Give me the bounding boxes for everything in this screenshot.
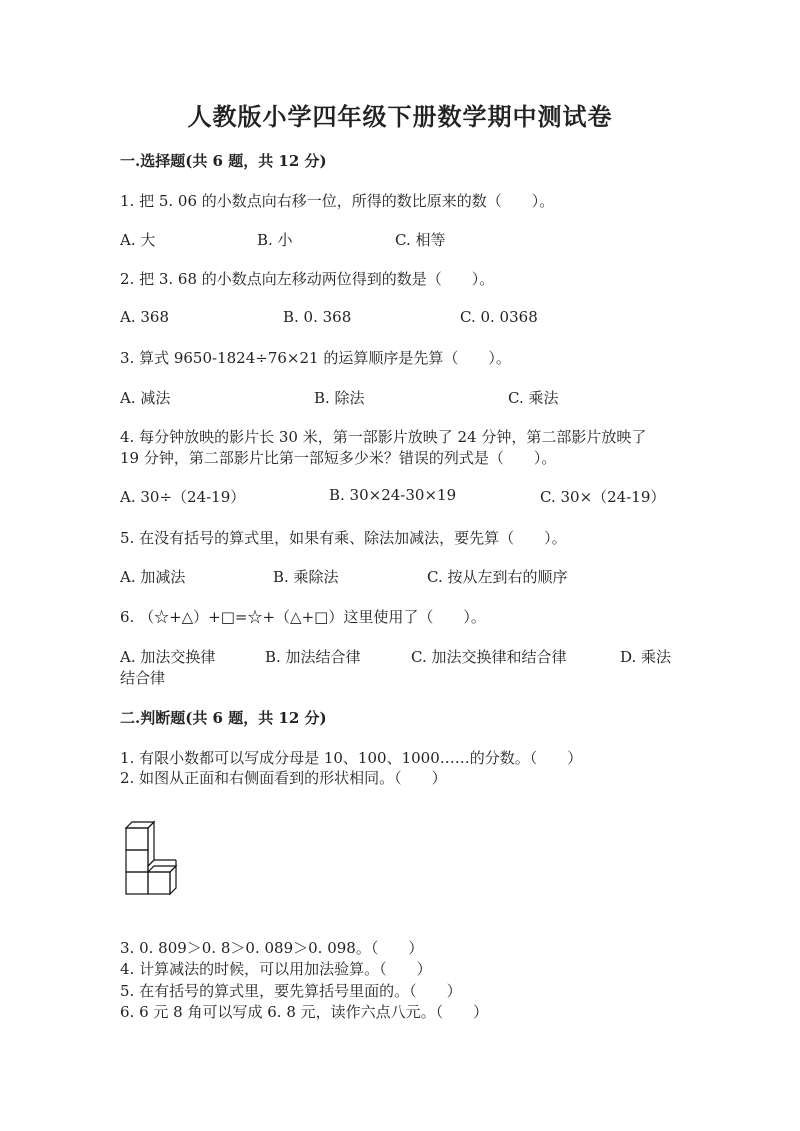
q6-option-d: D. 乘法 xyxy=(620,648,672,666)
page-title: 人教版小学四年级下册数学期中测试卷 xyxy=(187,102,613,131)
judgement-item-1: 1. 有限小数都可以写成分母是 10、100、1000……的分数。（ ） xyxy=(120,749,583,767)
judgement-item-3: 3. 0. 809＞0. 8＞0. 089＞0. 098。（ ） xyxy=(120,939,424,957)
q5-option-c: C. 按从左到右的顺序 xyxy=(427,568,568,586)
q2-option-b: B. 0. 368 xyxy=(283,308,352,326)
section-heading-choice: 一.选择题(共 6 题，共 12 分) xyxy=(120,152,327,170)
q1-option-b: B. 小 xyxy=(257,231,293,249)
q6-option-d-wrap: 结合律 xyxy=(120,669,166,687)
q2-option-a: A. 368 xyxy=(120,308,169,326)
question-4-line-1: 4. 每分钟放映的影片长 30 米，第一部影片放映了 24 分钟，第二部影片放映了 xyxy=(120,428,647,446)
judgement-item-2: 2. 如图从正面和右侧面看到的形状相同。（ ） xyxy=(120,769,447,787)
q4-option-c: C. 30×（24-19） xyxy=(540,488,666,506)
cube-stack-figure xyxy=(120,818,190,902)
q5-option-b: B. 乘除法 xyxy=(273,568,339,586)
q4-option-b: B. 30×24-30×19 xyxy=(329,486,457,504)
q1-option-a: A. 大 xyxy=(120,231,156,249)
question-4-line-2: 19 分钟，第二部影片比第一部短多少米？错误的列式是（ ）。 xyxy=(120,449,557,467)
cube-stack-drawing xyxy=(120,818,190,898)
q6-option-b: B. 加法结合律 xyxy=(265,648,361,666)
q5-option-a: A. 加减法 xyxy=(120,568,186,586)
question-2: 2. 把 3. 68 的小数点向左移动两位得到的数是（ ）。 xyxy=(120,270,495,288)
q3-option-c: C. 乘法 xyxy=(508,389,559,407)
q6-option-c: C. 加法交换律和结合律 xyxy=(411,648,567,666)
section-heading-judgement: 二.判断题(共 6 题，共 12 分) xyxy=(120,709,327,727)
q3-option-a: A. 减法 xyxy=(120,389,171,407)
q6-option-a: A. 加法交换律 xyxy=(120,648,216,666)
question-5: 5. 在没有括号的算式里，如果有乘、除法加减法，要先算（ ）。 xyxy=(120,529,567,547)
judgement-item-4: 4. 计算减法的时候，可以用加法验算。（ ） xyxy=(120,960,432,978)
question-1: 1. 把 5. 06 的小数点向右移一位，所得的数比原来的数（ ）。 xyxy=(120,192,555,210)
q4-option-a: A. 30÷（24-19） xyxy=(120,488,246,506)
question-3: 3. 算式 9650-1824÷76×21 的运算顺序是先算（ ）。 xyxy=(120,349,511,367)
judgement-item-6: 6. 6 元 8 角可以写成 6. 8 元，读作六点八元。（ ） xyxy=(120,1003,489,1021)
q2-option-c: C. 0. 0368 xyxy=(460,308,538,326)
question-6: 6. （☆+△）+□=☆+（△+□）这里使用了（ ）。 xyxy=(120,608,486,626)
q1-option-c: C. 相等 xyxy=(395,231,446,249)
judgement-item-5: 5. 在有括号的算式里，要先算括号里面的。（ ） xyxy=(120,982,462,1000)
q3-option-b: B. 除法 xyxy=(314,389,365,407)
